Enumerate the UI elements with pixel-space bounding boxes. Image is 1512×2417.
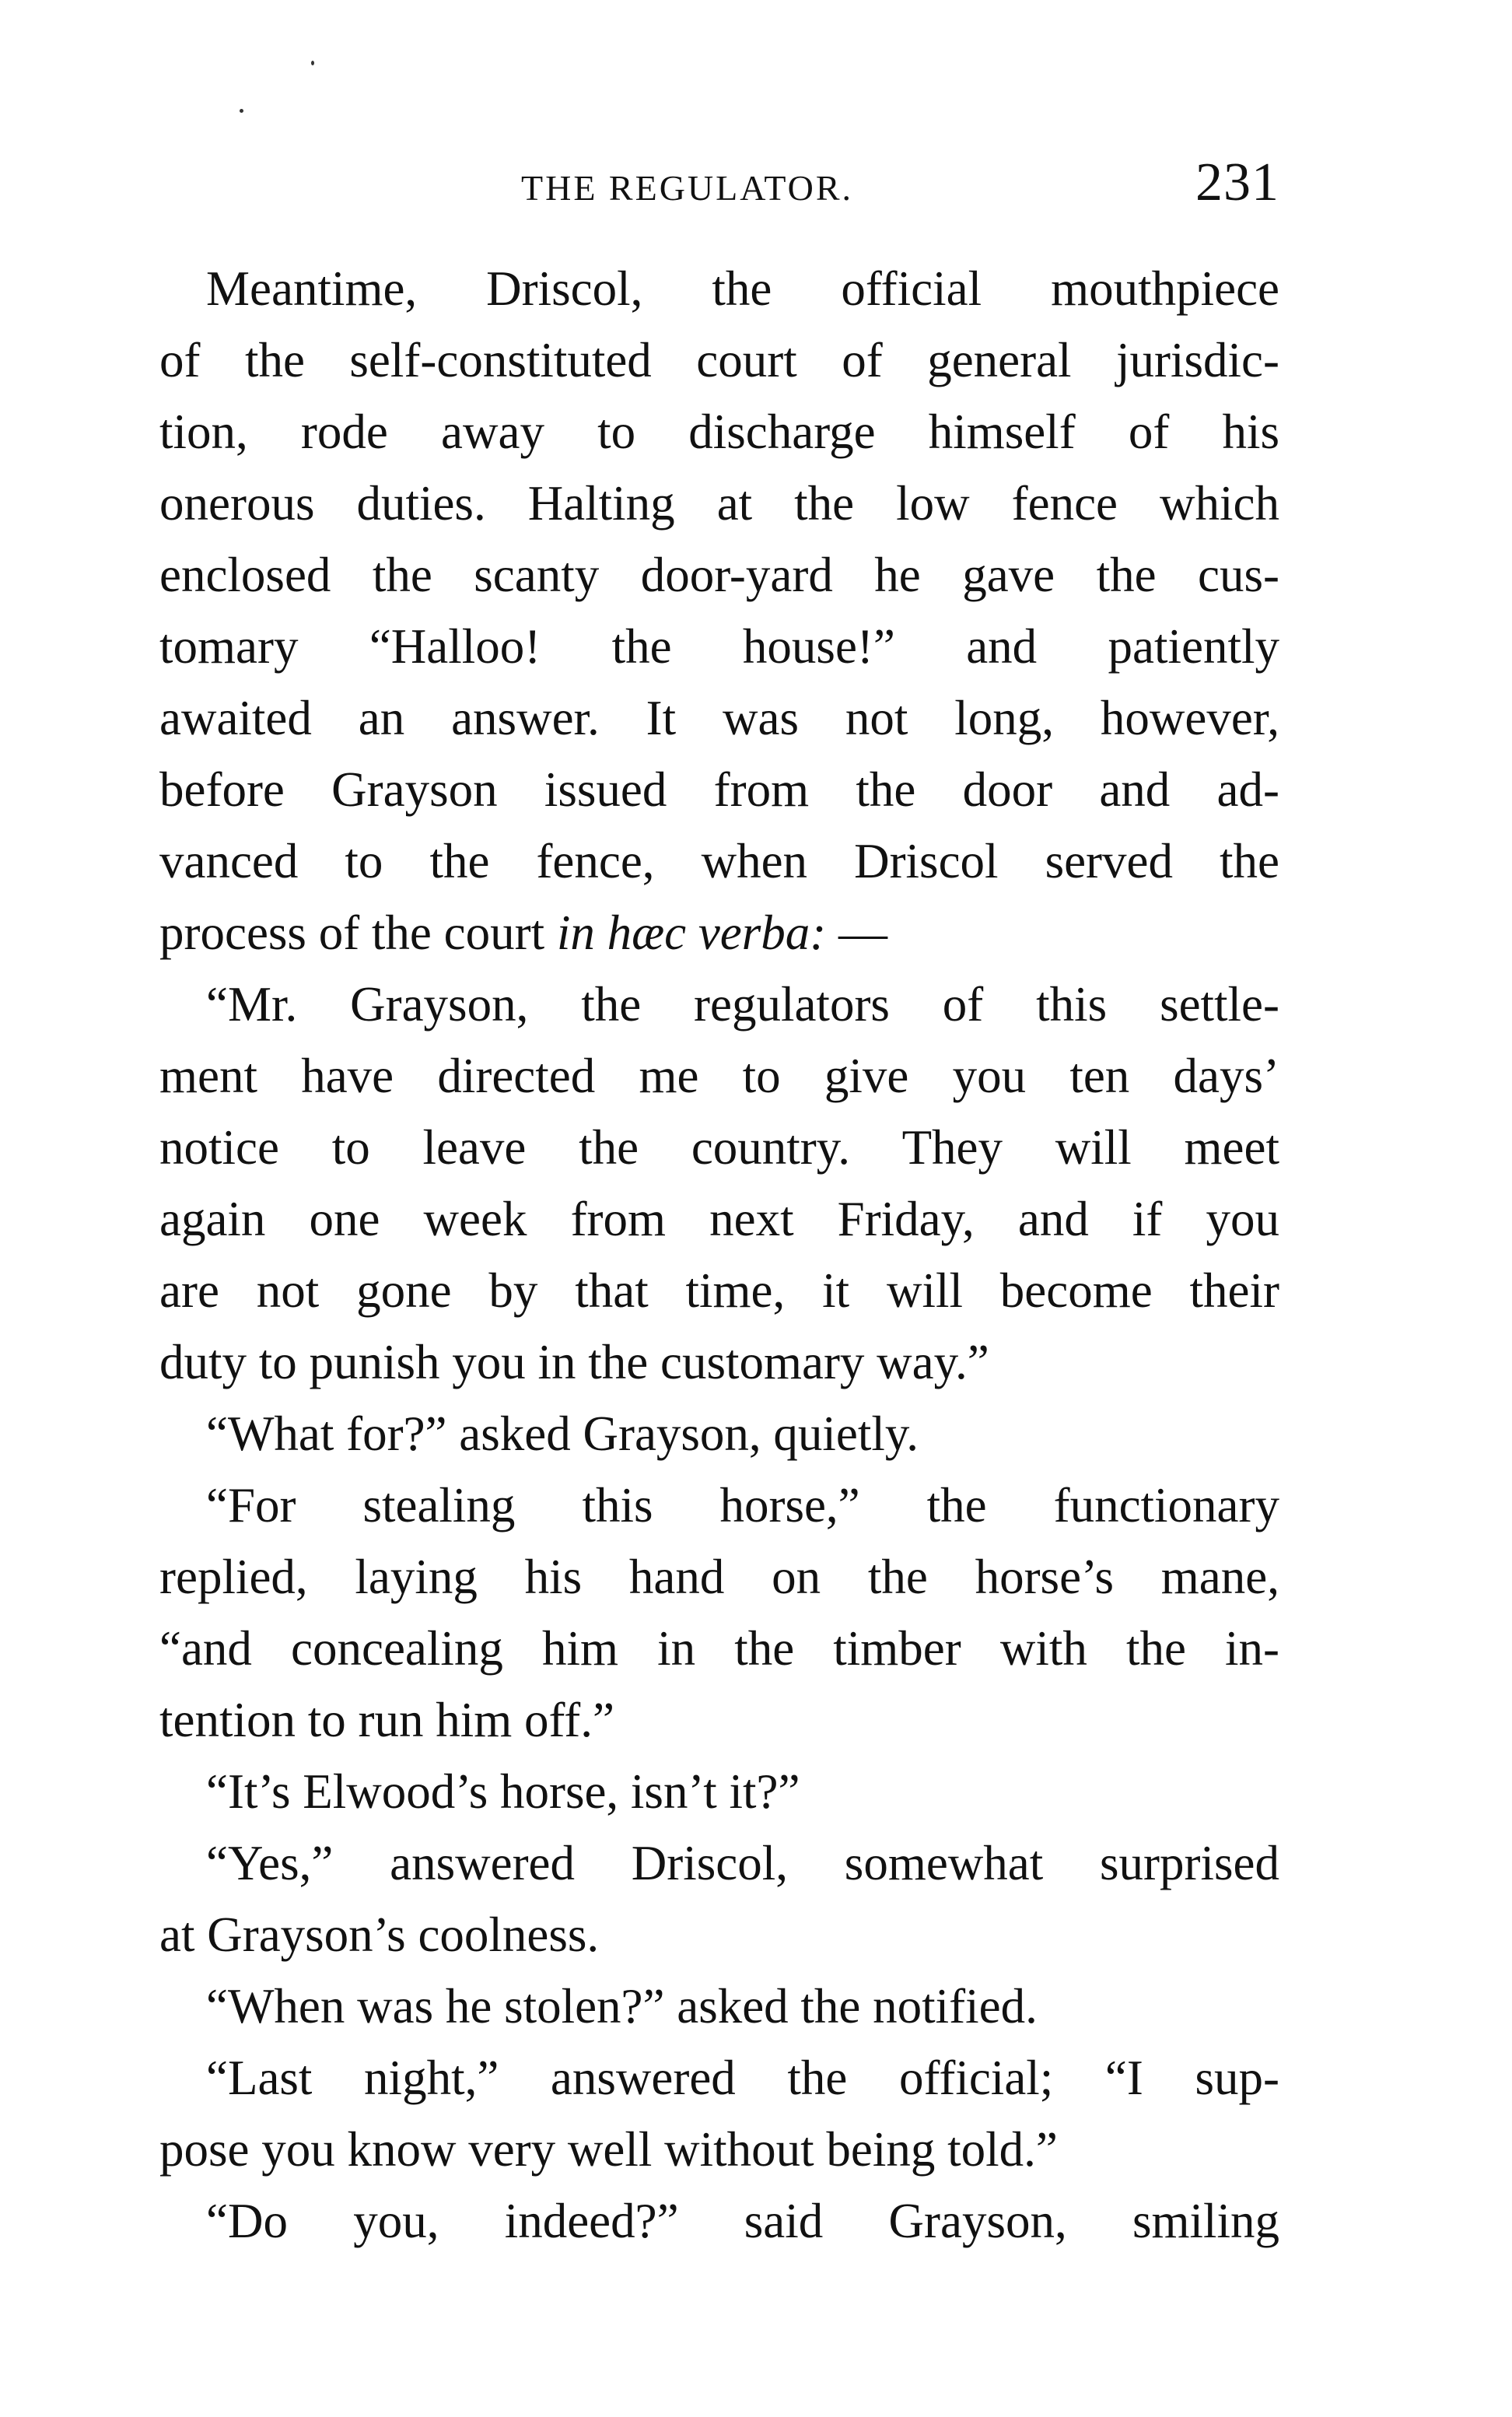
text-line: awaited an answer. It was not long, however, (159, 691, 1279, 745)
text-line-dash: — (826, 905, 888, 960)
text-line: “For stealing this horse,” the functionary (206, 1478, 1279, 1533)
latin-phrase: in hæc verba: (556, 905, 827, 960)
text-line: “It’s Elwood’s horse, isn’t it?” (206, 1764, 800, 1819)
text-line: “Mr. Grayson, the regulators of this settle- (206, 977, 1279, 1032)
page-header (159, 152, 1279, 229)
text-line: of the self-constituted court of general jurisdic- (159, 333, 1279, 387)
text-line: are not gone by that time, it will become their (159, 1263, 1279, 1318)
text-line: “Yes,” answered Driscol, somewhat surprised (206, 1836, 1279, 1890)
text-line: at Grayson’s coolness. (159, 1907, 600, 1962)
text-line (159, 897, 1279, 969)
text-line: “and concealing him in the timber with the in- (159, 1621, 1279, 1676)
text-line: tention to run him off.” (159, 1693, 614, 1747)
text-line: duty to punish you in the customary way.” (159, 1335, 989, 1389)
text-line: enclosed the scanty door-yard he gave the cus- (159, 548, 1279, 602)
print-speck (240, 109, 243, 113)
text-line: “Last night,” answered the official; “I sup- (206, 2051, 1279, 2105)
text-line: replied, laying his hand on the horse’s mane, (159, 1550, 1279, 1604)
text-line: “Do you, indeed?” said Grayson, smiling (206, 2194, 1279, 2248)
text-line: notice to leave the country. They will meet (159, 1120, 1279, 1175)
text-line: vanced to the fence, when Driscol served the (159, 834, 1279, 888)
text-line: before Grayson issued from the door and ad- (159, 762, 1279, 817)
running-title: THE REGULATOR. (521, 168, 854, 208)
text-line: tion, rode away to discharge himself of his (159, 405, 1279, 459)
text-line: pose you know very well without being told.” (159, 2122, 1058, 2177)
text-line: Meantime, Driscol, the official mouthpiece (206, 261, 1279, 316)
body-text (159, 253, 1279, 2257)
text-line: ment have directed me to give you ten days’ (159, 1049, 1279, 1103)
text-line: tomary “Halloo! the house!” and patiently (159, 619, 1279, 674)
page-number: 231 (1195, 152, 1279, 212)
text-line: onerous duties. Halting at the low fence which (159, 476, 1279, 531)
text-line: again one week from next Friday, and if you (159, 1192, 1279, 1246)
print-speck (311, 61, 314, 65)
text-line: “What for?” asked Grayson, quietly. (206, 1406, 919, 1461)
text-line-roman: process of the court (159, 905, 545, 960)
text-line: “When was he stolen?” asked the notified. (206, 1979, 1038, 2033)
